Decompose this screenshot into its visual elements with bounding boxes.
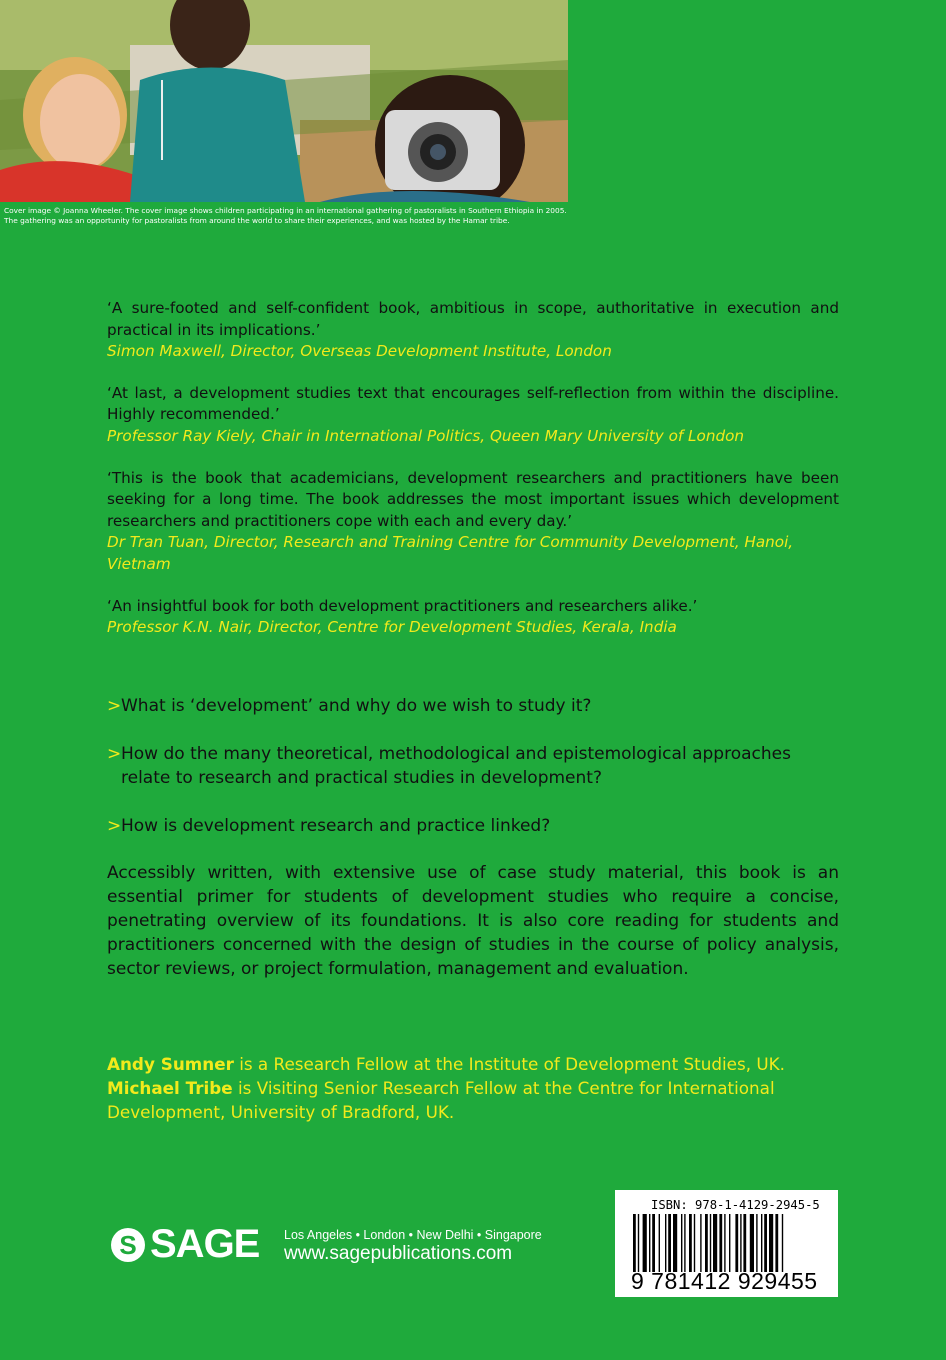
barcode-bar	[764, 1214, 767, 1272]
barcode-bar	[775, 1214, 778, 1272]
barcode-bar	[694, 1214, 695, 1272]
barcode-bar	[689, 1214, 692, 1272]
publisher-info	[284, 1228, 542, 1265]
barcode-bar	[710, 1214, 711, 1272]
author-bio-text: is a Research Fellow at the Institute of Development Studies, UK.	[233, 1054, 786, 1074]
author-name: Andy Sumner	[107, 1054, 234, 1074]
endorsement-attribution: Dr Tran Tuan, Director, Research and Training Centre for Community Development, Hanoi, Vietnam	[107, 533, 794, 573]
author-bio-text: is Visiting Senior Research Fellow at the Centre for International Development, University of Bradford, UK.	[107, 1078, 775, 1122]
sage-logo-icon	[110, 1227, 146, 1263]
chevron-right-icon: >	[107, 816, 122, 836]
endorsement	[107, 383, 839, 448]
key-questions	[107, 694, 839, 862]
endorsement-attribution: Simon Maxwell, Director, Overseas Development Institute, London	[107, 342, 612, 361]
barcode-number: 9 781412 929455	[631, 1268, 818, 1294]
barcode-bar	[668, 1214, 671, 1272]
cover-photo-illustration	[0, 0, 568, 202]
author-name: Michael Tribe	[107, 1078, 233, 1098]
endorsement-text: ‘At last, a development studies text that encourages self-reflection from within the discipline. Highly recommended.’	[107, 383, 839, 424]
isbn-barcode	[615, 1190, 838, 1297]
endorsement-attribution: Professor K.N. Nair, Director, Centre for Development Studies, Kerala, India	[107, 618, 677, 637]
question-text: What is ‘development’ and why do we wish to study it?	[121, 696, 592, 716]
question-item	[107, 694, 839, 718]
barcode-bar	[649, 1214, 650, 1272]
barcode-bar	[769, 1214, 773, 1272]
barcode-bar	[750, 1214, 754, 1272]
cover-photo-caption: Cover image © Joanna Wheeler. The cover image shows children participating in an international gathering of pastoralists in Southern Ethiopia in 2005. The gathering was an opportunity for pastoralists from around the world to share their experiences, and was hosted by the Hamar tribe.	[4, 206, 567, 225]
publisher-logo-text: SAGE	[150, 1222, 260, 1266]
publisher-website[interactable]: www.sagepublications.com	[284, 1243, 513, 1264]
barcode-bar	[705, 1214, 708, 1272]
endorsement-attribution: Professor Ray Kiely, Chair in International Politics, Queen Mary University of London	[107, 426, 744, 445]
barcode-bar	[756, 1214, 757, 1272]
endorsement	[107, 468, 839, 576]
barcode-bar	[638, 1214, 639, 1272]
author-bio	[107, 1052, 839, 1076]
endorsement	[107, 596, 839, 639]
author-bios	[107, 1052, 839, 1124]
barcode-bar	[681, 1214, 682, 1272]
barcode-bar	[673, 1214, 677, 1272]
barcode-bar	[782, 1214, 783, 1272]
endorsement-text: ‘An insightful book for both development practitioners and researchers alike.’	[107, 596, 698, 615]
cover-photo	[0, 0, 568, 202]
barcode-bar	[652, 1214, 655, 1272]
endorsements	[107, 298, 839, 659]
svg-text:S: S	[119, 1229, 137, 1260]
barcode-bar	[643, 1214, 647, 1272]
barcode-bars	[631, 1214, 831, 1272]
barcode-bar	[684, 1214, 685, 1272]
chevron-right-icon: >	[107, 696, 122, 716]
barcode-bar	[665, 1214, 666, 1272]
endorsement-text: ‘A sure-footed and self-confident book, ambitious in scope, authoritative in execution and practical in its implications.’	[107, 299, 839, 339]
barcode-bar	[724, 1214, 725, 1272]
isbn-label: ISBN: 978-1-4129-2945-5	[651, 1198, 820, 1212]
book-description: Accessibly written, with extensive use of case study material, this book is an essential primer for students of development studies who require a concise, penetrating overview of its foundations. It is also core reading for students and practitioners concerned with the design of studies in the course of policy analysis, sector reviews, or project formulation, management and evaluation.	[107, 863, 839, 979]
publisher-cities: Los Angeles • London • New Delhi • Singapore	[284, 1228, 542, 1242]
question-text: How do the many theoretical, methodological and epistemological approaches relate to research and practical studies in development?	[121, 744, 791, 788]
chevron-right-icon: >	[107, 744, 122, 764]
question-item	[107, 742, 839, 790]
barcode-bar	[761, 1214, 762, 1272]
barcode-bar	[700, 1214, 701, 1272]
endorsement	[107, 298, 839, 363]
endorsement-text: ‘This is the book that academicians, development researchers and practitioners have been seeking for a long time. The book addresses the most important issues which development researchers and practitioners cope with each and every day.’	[107, 468, 839, 530]
barcode-bar	[659, 1214, 660, 1272]
barcode-bar	[633, 1214, 636, 1272]
barcode-bar	[729, 1214, 730, 1272]
publisher-logo	[110, 1222, 259, 1267]
question-item	[107, 814, 839, 838]
barcode-bar	[735, 1214, 738, 1272]
barcode-bar	[719, 1214, 722, 1272]
barcode-bar	[713, 1214, 717, 1272]
question-text: How is development research and practice linked?	[121, 816, 551, 836]
author-bio	[107, 1076, 839, 1124]
barcode-bar	[743, 1214, 746, 1272]
barcode-bar	[740, 1214, 741, 1272]
